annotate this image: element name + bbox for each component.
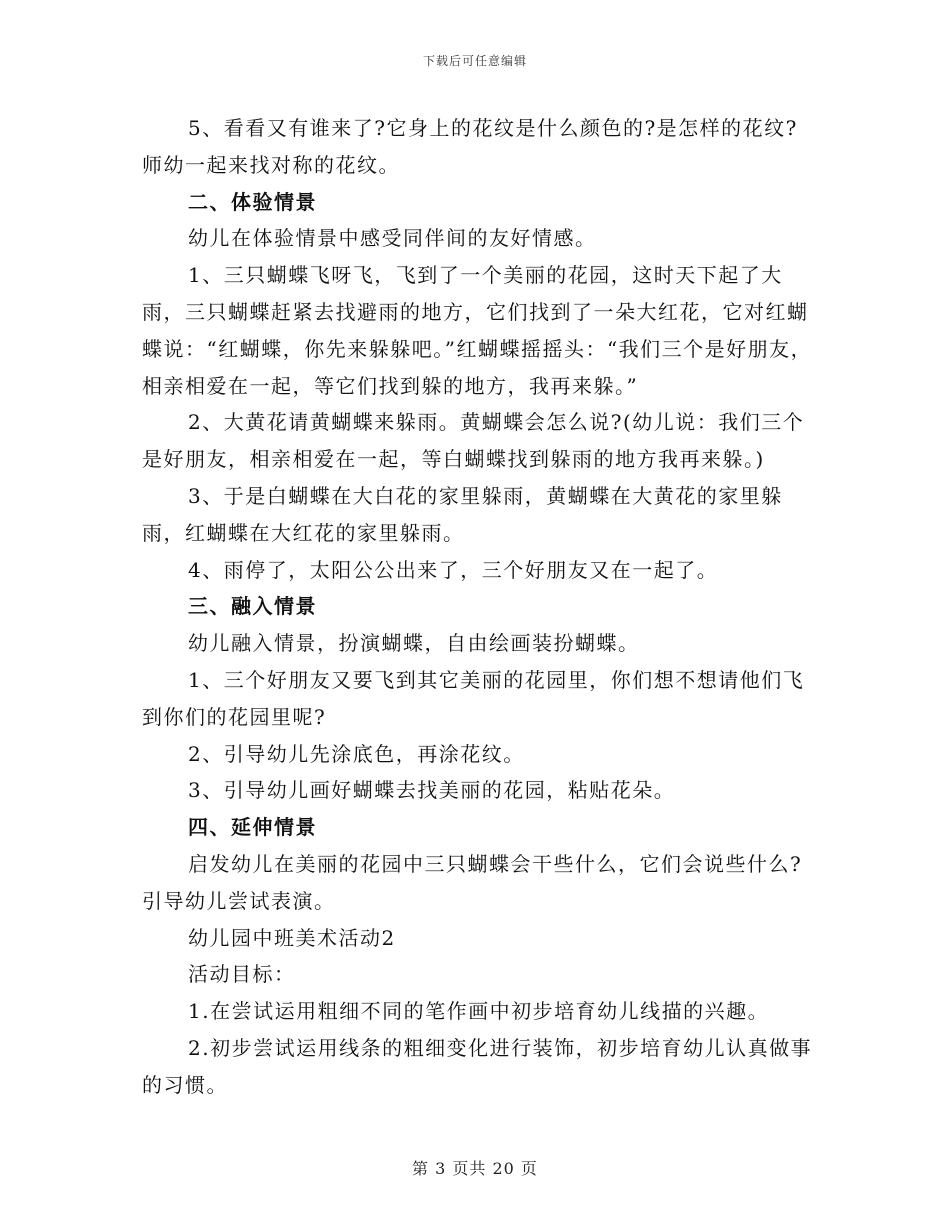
document-body: [142, 110, 814, 1104]
paragraph-immersion-3: 3、引导幼儿画好蝴蝶去找美丽的花园，粘贴花朵。: [188, 778, 676, 803]
paragraph-immersion-2: 2、引导幼儿先涂底色，再涂花纹。: [188, 741, 525, 766]
section-heading-extension: 四、延伸情景: [188, 815, 317, 840]
activity-title: 幼儿园中班美术活动2: [188, 925, 396, 950]
paragraph-immersion-intro: 幼儿融入情景，扮演蝴蝶，自由绘画装扮蝴蝶。: [188, 631, 640, 656]
section-heading-experience: 二、体验情景: [188, 189, 317, 214]
paragraph-experience-4: 4、雨停了，太阳公公出来了，三个好朋友又在一起了。: [188, 557, 719, 582]
paragraph-immersion-1: 1、三个好朋友又要飞到其它美丽的花园里，你们想不想请他们飞到你们的花园里呢?: [142, 667, 805, 729]
page-header: 下载后可任意编辑: [422, 54, 527, 68]
activity-goal-2: 2.初步尝试运用线条的粗细变化进行装饰，初步培育幼儿认真做事的习惯。: [142, 1035, 813, 1097]
section-heading-immersion: 三、融入情景: [188, 594, 317, 619]
page-footer: 第 3 页共 20 页: [412, 1159, 538, 1178]
activity-goal-1: 1.在尝试运用粗细不同的笔作画中初步培育幼儿线描的兴趣。: [188, 999, 770, 1024]
paragraph-item-5: 5、看看又有谁来了?它身上的花纹是什么颜色的?是怎样的花纹?师幼一起来找对称的花纹。: [142, 116, 798, 177]
paragraph-experience-2: 2、大黄花请黄蝴蝶来躲雨。黄蝴蝶会怎么说?(幼儿说：我们三个是好朋友，相亲相爱在一起，等白蝴蝶找到躲雨的地方我再来躲。): [142, 410, 805, 472]
paragraph-experience-1: 1、三只蝴蝶飞呀飞，飞到了一个美丽的花园，这时天下起了大雨，三只蝴蝶赶紧去找避雨的地方，它们找到了一朵大红花，它对红蝴蝶说：“红蝴蝶，你先来躲躲吧。”红蝴蝶摇摇头：“我们三个是好朋友，相亲相爱在一起，等它们找到躲的地方，我再来躲。”: [142, 263, 813, 398]
paragraph-extension: 启发幼儿在美丽的花园中三只蝴蝶会干些什么，它们会说些什么?引导幼儿尝试表演。: [142, 851, 803, 913]
paragraph-experience-3: 3、于是白蝴蝶在大白花的家里躲雨，黄蝴蝶在大黄花的家里躲雨，红蝴蝶在大红花的家里躲雨。: [142, 483, 783, 545]
activity-goals-label: 活动目标：: [188, 962, 296, 987]
paragraph-experience-intro: 幼儿在体验情景中感受同伴间的友好情感。: [188, 226, 597, 251]
